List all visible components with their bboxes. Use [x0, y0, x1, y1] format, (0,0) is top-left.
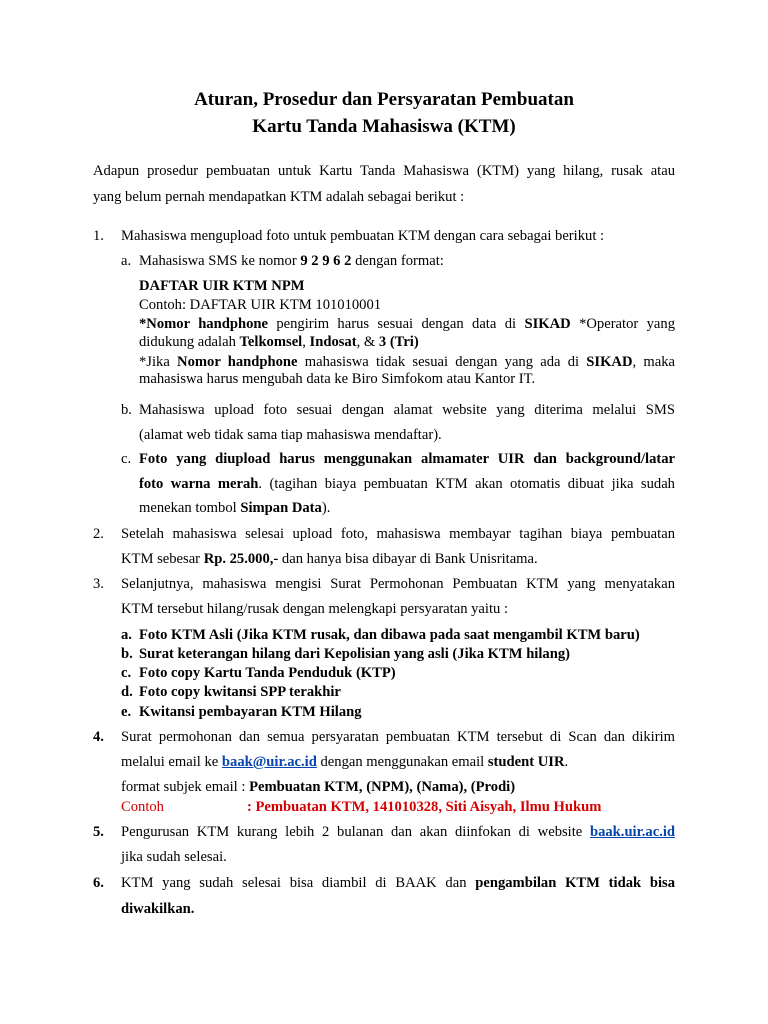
step-2-line-2: KTM sebesar Rp. 25.000,- dan hanya bisa dibayar di Bank Unisritama.: [121, 551, 538, 567]
step-1-number: 1.: [93, 228, 104, 244]
step-2-number: 2.: [93, 526, 104, 542]
step-1c-label: c.: [121, 451, 132, 467]
req-b-label: b.: [121, 646, 133, 662]
website-link[interactable]: baak.uir.ac.id: [589, 824, 675, 840]
title-line-1: Aturan, Prosedur dan Persyaratan Pembuatan: [194, 89, 574, 110]
step-5-number: 5.: [93, 824, 104, 840]
step-4-line-2: melalui email ke baak@uir.ac.id dengan menggunakan email student UIR.: [121, 754, 569, 770]
note-1-line-1: *Nomor handphone pengirim harus sesuai dengan data di SIKAD *Operator yang: [139, 316, 676, 332]
step-1b-line-2: (alamat web tidak sama tiap mahasiswa mendaftar).: [139, 427, 442, 443]
step-3-line-1: Selanjutnya, mahasiswa mengisi Surat Permohonan Pembuatan KTM yang menyatakan: [121, 576, 675, 592]
note-2-line-1: *Jika Nomor handphone mahasiswa tidak sesuai dengan yang ada di SIKAD, maka: [139, 354, 675, 370]
step-6-line-1: KTM yang sudah selesai bisa diambil di BAAK dan pengambilan KTM tidak bisa: [121, 875, 676, 891]
step-6-number: 6.: [93, 875, 104, 891]
note-2-line-2: mahasiswa harus mengubah data ke Biro Simfokom atau Kantor IT.: [139, 371, 536, 387]
contoh-label: Contoh: [121, 799, 164, 815]
step-1b-label: b.: [121, 402, 132, 418]
intro-line-2: yang belum pernah mendapatkan KTM adalah sebagai berikut :: [93, 189, 465, 205]
step-2-line-1: Setelah mahasiswa selesai upload foto, mahasiswa membayar tagihan biaya pembuatan: [121, 526, 675, 542]
step-3-number: 3.: [93, 576, 104, 592]
step-1b-line-1: Mahasiswa upload foto sesuai dengan alamat website yang diterima melalui SMS: [139, 402, 675, 418]
step-1c-line-2: foto warna merah. (tagihan biaya pembuatan KTM akan otomatis dibuat jika sudah: [139, 476, 675, 492]
req-a-text: Foto KTM Asli (Jika KTM rusak, dan dibawa pada saat mengambil KTM baru): [139, 627, 640, 643]
req-b-text: Surat keterangan hilang dari Kepolisian yang asli (Jika KTM hilang): [139, 646, 570, 662]
email-format: format subjek email : Pembuatan KTM, (NPM), (Nama), (Prodi): [121, 779, 516, 795]
req-d-label: d.: [121, 684, 133, 700]
step-1-text: Mahasiswa mengupload foto untuk pembuatan KTM dengan cara sebagai berikut :: [121, 228, 605, 244]
step-4-line-1: Surat permohonan dan semua persyaratan pembuatan KTM tersebut di Scan dan dikirim: [121, 729, 675, 745]
step-3-line-2: KTM tersebut hilang/rusak dengan melengkapi persyaratan yaitu :: [121, 601, 509, 617]
sms-example: Contoh: DAFTAR UIR KTM 101010001: [139, 297, 382, 313]
step-5-line-1: Pengurusan KTM kurang lebih 2 bulanan dan akan diinfokan di website baak.uir.ac.id: [121, 824, 675, 840]
step-6-line-2: diwakilkan.: [121, 901, 195, 917]
req-a-label: a.: [121, 627, 132, 643]
note-1-line-2: didukung adalah Telkomsel, Indosat, & 3 (Tri): [139, 334, 419, 350]
intro-line-1: Adapun prosedur pembuatan untuk Kartu Tanda Mahasiswa (KTM) yang hilang, rusak atau: [93, 163, 675, 179]
step-1a-text: Mahasiswa SMS ke nomor 9 2 9 6 2 dengan format:: [139, 253, 444, 269]
req-d-text: Foto copy kwitansi SPP terakhir: [139, 684, 341, 700]
step-1c-line-3: menekan tombol Simpan Data).: [139, 500, 331, 516]
step-1a-label: a.: [121, 253, 132, 269]
sms-format: DAFTAR UIR KTM NPM: [139, 278, 305, 294]
req-e-text: Kwitansi pembayaran KTM Hilang: [139, 704, 362, 720]
req-c-label: c.: [121, 665, 132, 681]
contoh-value: : Pembuatan KTM, 141010328, Siti Aisyah, Ilmu Hukum: [247, 799, 602, 815]
step-4-number: 4.: [93, 729, 104, 745]
email-link[interactable]: baak@uir.ac.id: [221, 754, 317, 770]
title-line-2: Kartu Tanda Mahasiswa (KTM): [252, 116, 516, 137]
step-5-line-2: jika sudah selesai.: [121, 849, 227, 865]
req-c-text: Foto copy Kartu Tanda Penduduk (KTP): [139, 665, 396, 681]
req-e-label: e.: [121, 704, 132, 720]
step-1c-line-1: Foto yang diupload harus menggunakan almamater UIR dan background/latar: [139, 451, 675, 467]
